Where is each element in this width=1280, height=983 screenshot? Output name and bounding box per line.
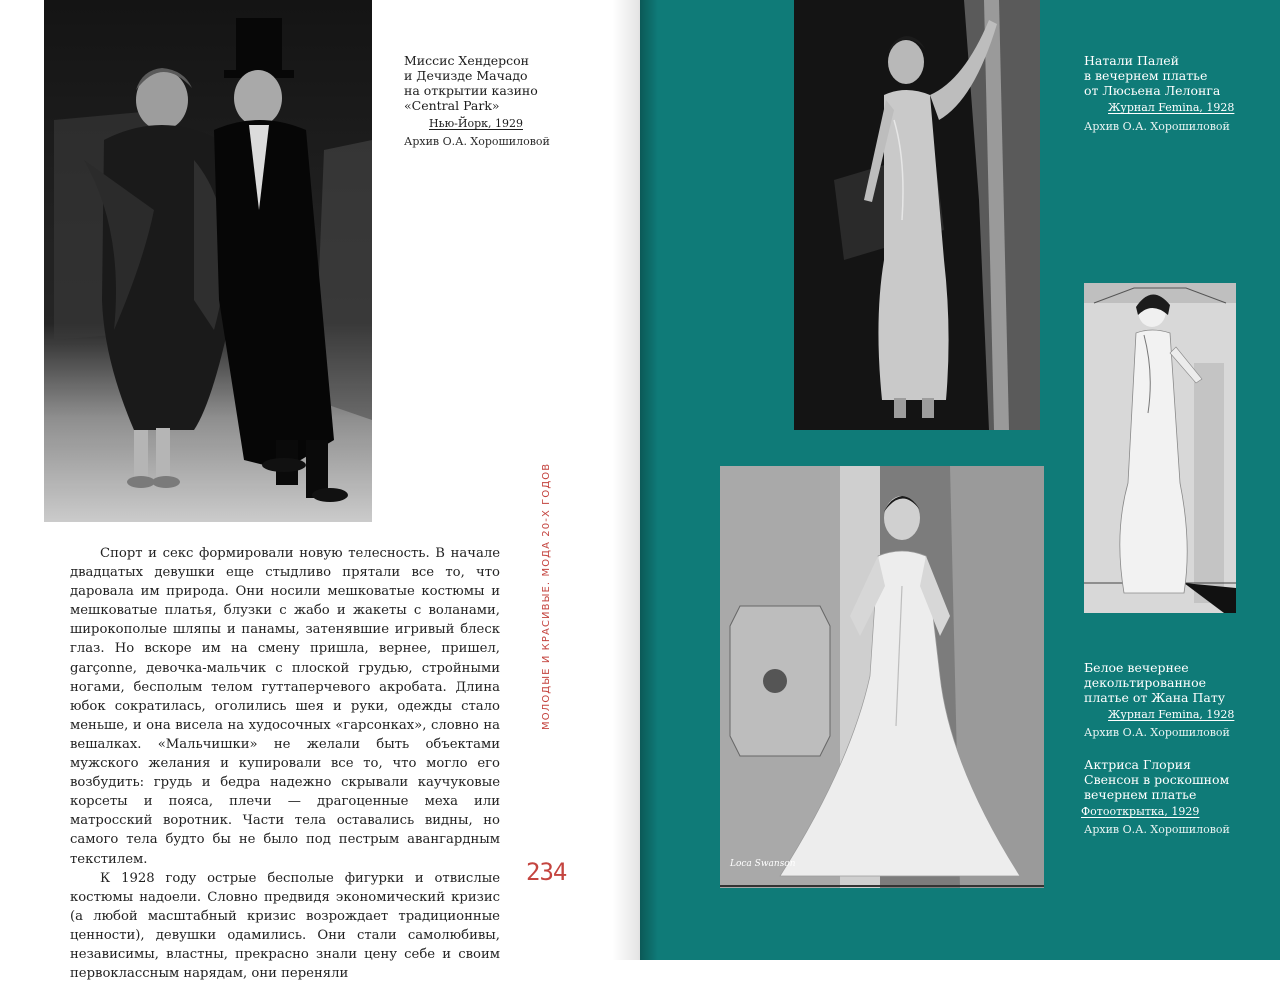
caption-title: Белое вечернее декольтированное платье от Жана Пату <box>1084 660 1226 705</box>
page-number: 234 <box>526 858 567 886</box>
gloria-swanson-photo <box>720 466 1044 888</box>
body-paragraph: К 1928 году острые бесполые фигурки и отвислые костюмы надоели. Словно предвидя экономический кризис (а любой масштабный кризис возрождает традиционные ценности), девушки одамились. Они стали самолюбивы, независимы, властны, прекрасно знали цену себе и своим первоклассным нарядам, они переняли <box>70 870 500 982</box>
jean-patou-illustration <box>1084 283 1236 613</box>
caption-source: Журнал Femina, 1928 <box>1108 708 1235 721</box>
caption-source: Журнал Femina, 1928 <box>1108 101 1235 114</box>
body-text <box>70 544 500 983</box>
caption-title: Натали Палей в вечернем платье от Люсьена Лелонга <box>1084 53 1221 98</box>
natalie-paley-photo <box>794 0 1040 430</box>
left-page <box>0 0 640 982</box>
caption-title: Миссис Хендерсон и Дечизде Мачадо на открытии казино «Central Park» <box>404 53 538 113</box>
caption-archive: Архив О.А. Хорошиловой <box>1084 726 1230 739</box>
henderson-machado-photo <box>44 0 372 522</box>
body-paragraph: Спорт и секс формировали новую телесность. В начале двадцатых девушки еще стыдливо прятали все то, что даровала им природа. Они носили мешковатые костюмы и мешковатые платья, блузки с жабо и жакеты с воланами, широкополые шляпы и панамы, затенявшие игривый блеск глаз. Но вскоре им на смену пришла, вернее, пришел, garçonne, девочка-мальчик с плоской грудью, стройными ногами, бесполым телом гуттаперчевого акробата. Длина юбок сократилась, оголились шея и руки, одежды стало меньше, и она висела на худосочных «гарсонках», словно на вешалках. «Мальчишки» не желали быть объектами мужского желания и купировали все то, что могло его возбудить: грудь и бедра надежно скрывали каучуковые корсеты и пояса, плечи — драгоценные меха или матросский воротник. Части тела оставались видны, но самого тела будто бы не было под пестрым авангардным текстилем. <box>70 546 500 867</box>
caption-archive: Архив О.А. Хорошиловой <box>1084 120 1230 133</box>
caption-archive: Архив О.А. Хорошиловой <box>404 135 550 148</box>
right-page <box>640 0 1280 960</box>
caption-source: Фотооткрытка, 1929 <box>1081 805 1200 818</box>
running-head-text: МОЛОДЫЕ И КРАСИВЫЕ. МОДА 20-Х ГОДОВ <box>541 462 552 730</box>
caption-title: Актриса Глория Свенсон в роскошном вечернем платье <box>1084 757 1230 802</box>
photo-signature: Loca Swanson <box>730 859 796 869</box>
running-head <box>533 462 563 730</box>
caption-source: Нью-Йорк, 1929 <box>429 117 523 130</box>
caption-archive: Архив О.А. Хорошиловой <box>1084 823 1230 836</box>
